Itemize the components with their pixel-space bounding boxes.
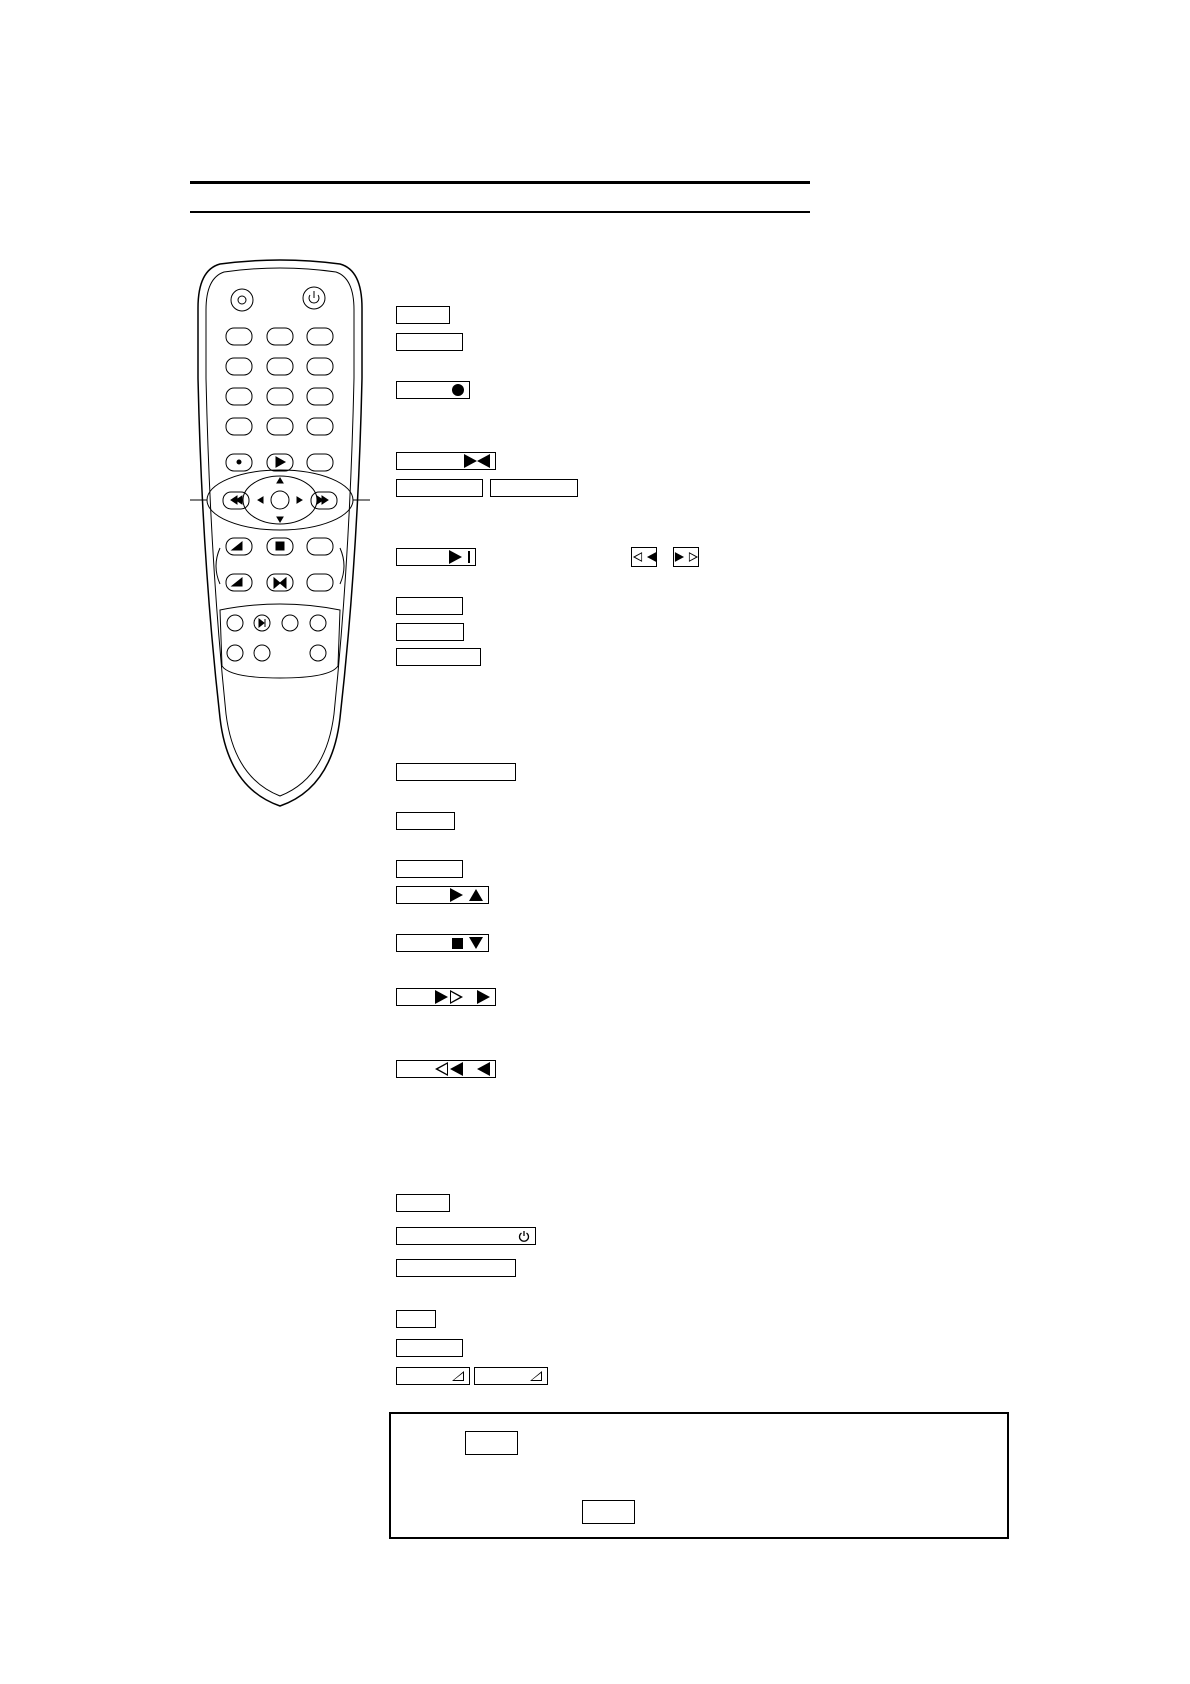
key-play-pause (396, 452, 496, 470)
skip-forward-icon-a (435, 990, 448, 1004)
key-18 (396, 1259, 516, 1277)
key-11 (396, 860, 463, 878)
key-pair-b (490, 479, 578, 497)
fn-1 (227, 615, 243, 631)
key-volume-b (474, 1367, 548, 1385)
remote-inner-outline (206, 268, 354, 796)
play-pause-icon (464, 454, 477, 468)
standby-key[interactable] (231, 289, 253, 311)
volume-icon (452, 1371, 464, 1381)
remote-outline (198, 260, 362, 806)
num-12 (307, 418, 333, 435)
num-11 (267, 418, 293, 435)
key-play-up (396, 886, 489, 904)
header-rule-bottom (190, 211, 810, 213)
num-5 (267, 358, 293, 375)
power-icon (518, 1230, 530, 1242)
note-key-2 (582, 1500, 635, 1524)
key-9 (396, 763, 516, 781)
volume-icon-b (530, 1371, 542, 1381)
arrow-down-icon (469, 937, 483, 949)
play-pause-icon-b (477, 454, 490, 468)
stop-icon (452, 938, 463, 949)
num-3 (307, 328, 333, 345)
num-7 (226, 388, 252, 405)
key-20 (396, 1339, 463, 1357)
header-rule-top (190, 181, 810, 184)
volume-cluster (216, 538, 344, 591)
key-record (396, 381, 470, 399)
next-track-bar (468, 551, 470, 563)
fn-6 (254, 645, 270, 661)
num-9 (307, 388, 333, 405)
next-track-icon (449, 550, 462, 564)
num-2 (267, 328, 293, 345)
arrow-up-icon (469, 889, 483, 901)
arrow-right-icon (477, 990, 490, 1004)
navigation-cluster (190, 454, 370, 530)
power-key[interactable] (303, 287, 325, 309)
num-6 (307, 358, 333, 375)
play-icon (450, 888, 463, 902)
skip-forward-icon-b (450, 990, 463, 1004)
stop-top-key (307, 454, 333, 471)
skip-forward-icon (673, 547, 699, 567)
key-8 (396, 648, 481, 666)
key-19 (396, 1310, 436, 1328)
remote-control-illustration (190, 258, 370, 818)
key-forward-right (396, 988, 496, 1006)
fn-5 (227, 645, 243, 661)
num-4 (226, 358, 252, 375)
key-pair-a (396, 479, 483, 497)
fn-4 (310, 615, 326, 631)
num-10 (226, 418, 252, 435)
key-back-left (396, 1060, 496, 1078)
number-pad (226, 328, 333, 435)
key-6 (396, 597, 463, 615)
key-stop-down (396, 934, 489, 952)
arrow-left-icon (477, 1062, 490, 1076)
plus-key (307, 538, 333, 555)
key-2 (396, 333, 463, 351)
skip-back-icon (631, 547, 657, 567)
key-next (396, 548, 476, 566)
note-box (389, 1412, 1009, 1539)
record-dot-icon (452, 384, 464, 396)
num-8 (267, 388, 293, 405)
fn-3 (282, 615, 298, 631)
skip-back-icon-a (435, 1062, 448, 1076)
ok-key (271, 491, 289, 509)
key-7 (396, 623, 464, 641)
fn-7 (310, 645, 326, 661)
key-standby (396, 1227, 536, 1245)
key-10 (396, 812, 455, 830)
note-key-1 (465, 1431, 518, 1455)
minus-key (307, 574, 333, 591)
key-1 (396, 306, 450, 324)
key-volume-a (396, 1367, 470, 1385)
skip-back-icon-b (450, 1062, 463, 1076)
num-1 (226, 328, 252, 345)
key-16 (396, 1194, 450, 1212)
function-panel (220, 604, 340, 678)
